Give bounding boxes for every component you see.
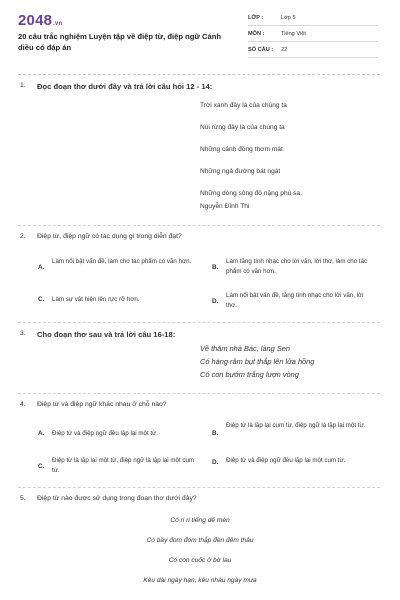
option-d[interactable] [212, 456, 382, 478]
option-letter: D. [212, 459, 219, 466]
header-divider [18, 74, 380, 75]
question-1 [20, 82, 380, 212]
header [0, 0, 400, 74]
question-text: Cho đoạn thơ sau và trả lời câu 16-18: [37, 330, 176, 339]
poem-line: Những ngả đường bát ngát [200, 168, 281, 175]
option-b[interactable] [212, 421, 382, 443]
question-number: 2. [20, 233, 26, 240]
option-a[interactable] [38, 257, 208, 279]
question-5 [20, 495, 380, 595]
page-title: 20 câu trắc nghiệm Luyện tập về điệp từ, điệp ngữ Cánh diều có đáp án [18, 32, 221, 52]
meta-key: LỚP : [248, 14, 264, 21]
poem-line: Những dòng sông đỏ nặng phù sa. [200, 190, 302, 197]
option-letter: C. [38, 296, 45, 303]
question-number: 5. [20, 495, 26, 502]
option-c[interactable] [38, 456, 208, 478]
option-text: Điệp từ là lặp lại một từ, điệp ngữ là lặp lại một cụm từ. [52, 457, 195, 474]
option-letter: D. [212, 298, 219, 305]
question-4 [20, 401, 380, 485]
option-text: Làm nổi bật vấn đề, tăng tính nhạc cho lời văn, lời thơ. [226, 292, 364, 309]
meta-value: Lớp 5 [281, 14, 296, 21]
question-number: 4. [20, 401, 26, 408]
option-a[interactable] [38, 427, 208, 445]
question-3 [20, 330, 380, 392]
poem-line: Có con bướm trắng lượn vòng [200, 370, 299, 379]
option-d[interactable] [212, 291, 382, 313]
poem-line: Có hàng râm bụt thắp lên lửa hồng [200, 357, 315, 366]
question-text: Điệp từ nào được sử dụng trong đoạn thơ dưới đây? [37, 495, 197, 502]
separator [18, 487, 380, 488]
separator [18, 393, 380, 394]
option-text: Làm sự vật hiện lên rực rỡ hơn. [52, 296, 140, 303]
question-2 [20, 233, 380, 323]
poem-line: Núi rừng đây là của chúng ta [200, 124, 285, 131]
logo-text: 2048 [18, 12, 53, 29]
poem-line: Những cánh đồng thơm mát [200, 146, 283, 153]
poem-author: Nguyễn Đình Thi [200, 203, 250, 210]
option-letter: C. [38, 463, 45, 470]
meta-row-subject [248, 26, 378, 42]
option-text: Điệp từ và điệp ngữ đều lặp lại một cụm từ. [226, 457, 346, 464]
logo-suffix: .vn [53, 21, 63, 27]
option-text: Làm nổi bật vấn đề, làm cho tác phẩm có văn hơn. [52, 258, 192, 265]
poem-line: Về thăm nhà Bác, làng Sen [200, 344, 290, 353]
meta-info [248, 10, 378, 58]
poem-line: Trời xanh đây là của chúng ta [200, 102, 287, 109]
option-text: Làm tăng tính nhạc cho lời văn, lời thơ, làm cho tác phẩm có văn hơn. [226, 258, 368, 275]
question-text: Điệp từ, điệp ngữ có tác dụng gì trong diễn đạt? [37, 233, 182, 240]
meta-row-grade [248, 10, 378, 26]
meta-value: Tiếng Việt [281, 30, 306, 37]
separator [18, 322, 380, 323]
question-text: Điệp từ và điệp ngữ khác nhau ở chỗ nào? [37, 401, 167, 408]
site-logo[interactable] [18, 12, 62, 29]
option-letter: A. [38, 430, 45, 437]
option-c[interactable] [38, 293, 208, 315]
poem-line: Kêu dài ngày hạn, kêu nhàu ngày mưa [143, 577, 257, 584]
option-letter: B. [212, 264, 219, 271]
poem-line: Có con cuốc ở bờ lau [168, 557, 232, 564]
question-number: 1. [20, 82, 26, 89]
option-text: Điệp từ là lặp lại cụm từ, điệp ngữ là lặp lại một từ. [226, 422, 366, 429]
meta-key: MÔN : [248, 30, 265, 37]
poem-line: Có ri ri tiếng dế mèn [170, 517, 230, 524]
option-letter: A. [38, 264, 45, 271]
meta-value: 22 [281, 46, 288, 53]
option-text: Điệp từ và điệp ngữ đều lặp lại một từ. [52, 430, 158, 437]
question-text: Đọc đoạn thơ dưới đây và trả lời câu hỏi 12 - 14: [37, 82, 213, 91]
poem-line: Có bầy đom đóm thắp đèn đêm thâu [146, 537, 254, 544]
question-number: 3. [20, 330, 26, 337]
meta-key: SỐ CÂU : [248, 46, 274, 53]
option-letter: B. [212, 430, 219, 437]
option-b[interactable] [212, 257, 382, 279]
separator [18, 225, 380, 226]
meta-row-count [248, 42, 378, 58]
